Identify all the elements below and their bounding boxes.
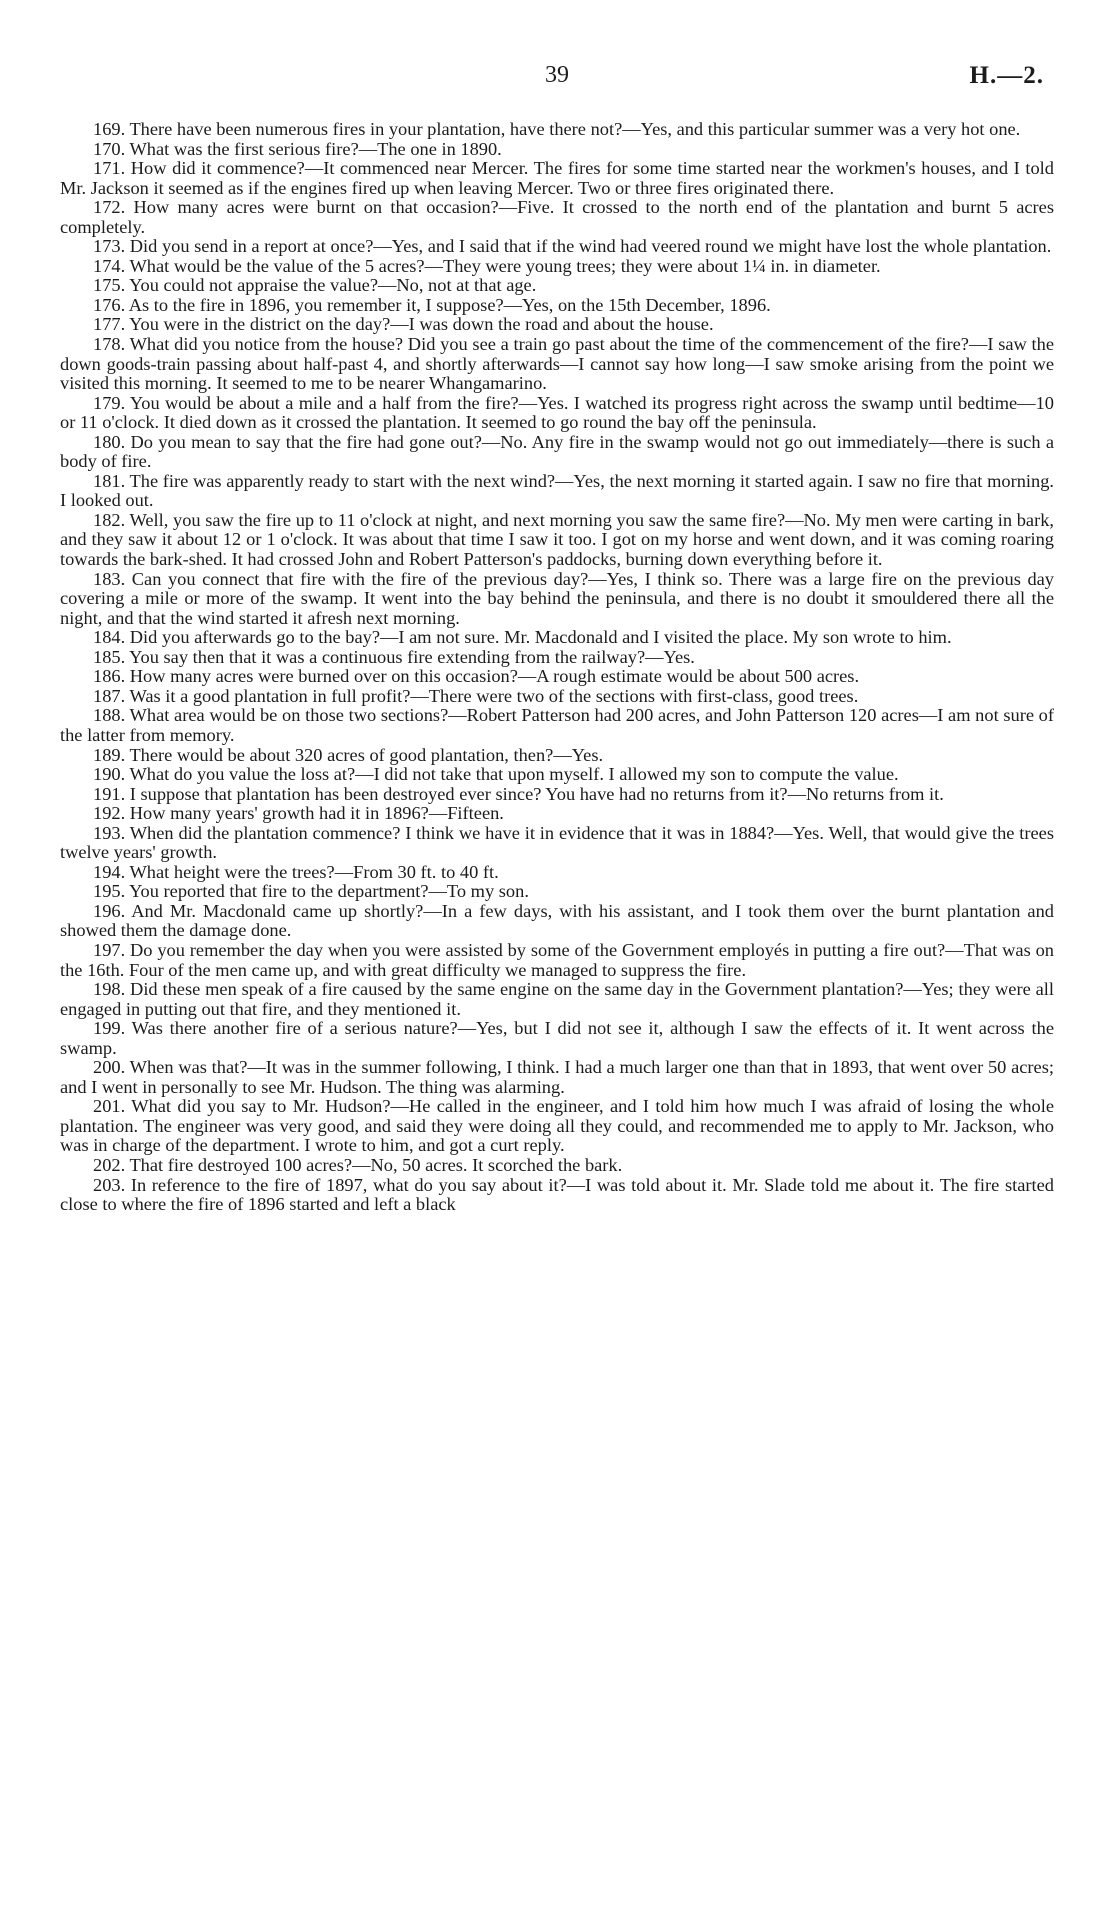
question-answer-197: 197. Do you remember the day when you were assisted by some of the Government employés in putting a fire out?—That was on the 16th. Four of the men came up, and with great difficulty we managed to suppress the fire. (60, 939, 1054, 980)
question-answer-178: 178. What did you notice from the house? Did you see a train go past about the time of the commencement of the fire?—I saw the down goods-train passing about half-past 4, and shortly afterwards—I cannot say how long—I saw smoke arising from the point we visited this morning. It seemed to me to be nearer Whangamarino. (60, 334, 1054, 394)
question-answer-199: 199. Was there another fire of a serious nature?—Yes, but I did not see it, although I saw the effects of it. It went across the swamp. (60, 1018, 1054, 1058)
question-answer-171: 171. How did it commence?—It commenced near Mercer. The fires for some time started near the workmen's houses, and I told Mr. Jackson it seemed as if the engines fired up when leaving Mercer. Two or three fires originated there. (60, 158, 1054, 198)
question-answer-196: 196. And Mr. Macdonald came up shortly?—In a few days, with his assistant, and I took them over the burnt plantation and showed them the damage done. (60, 900, 1054, 941)
question-answer-180: 180. Do you mean to say that the fire had gone out?—No. Any fire in the swamp would not go out immediately—there is such a body of fire. (60, 431, 1054, 472)
question-answer-175: 175. You could not appraise the value?—No, not at that age. (93, 275, 537, 296)
question-answer-195: 195. You reported that fire to the department?—To my son. (93, 881, 529, 902)
question-answer-189: 189. There would be about 320 acres of good plantation, then?—Yes. (93, 744, 604, 765)
question-answer-173: 173. Did you send in a report at once?—Yes, and I said that if the wind had veered round we might have lost the whole plantation. (93, 236, 1052, 257)
question-answer-184: 184. Did you afterwards go to the bay?—I am not sure. Mr. Macdonald and I visited the place. My son wrote to him. (93, 627, 952, 648)
question-answer-170: 170. What was the first serious fire?—The one in 1890. (93, 138, 502, 159)
question-answer-202: 202. That fire destroyed 100 acres?—No, 50 acres. It scorched the bark. (93, 1154, 623, 1175)
question-answer-191: 191. I suppose that plantation has been destroyed ever since? You have had no returns from it?—No returns from it. (93, 783, 944, 804)
question-answer-200: 200. When was that?—It was in the summer following, I think. I had a much larger one than that in 1893, that went over 50 acres; and I went in personally to see Mr. Hudson. The thing was alarming. (60, 1057, 1054, 1097)
question-answer-185: 185. You say then that it was a continuous fire extending from the railway?—Yes. (93, 646, 695, 667)
question-answer-203: 203. In reference to the fire of 1897, what do you say about it?—I was told about it. Mr. Slade told me about it. The fire started close to where the fire of 1896 started and left a black (60, 1174, 1054, 1215)
question-answer-186: 186. How many acres were burned over on this occasion?—A rough estimate would be about 500 acres. (93, 666, 860, 687)
question-answer-194: 194. What height were the trees?—From 30 ft. to 40 ft. (93, 861, 499, 882)
question-answer-169: 169. There have been numerous fires in your plantation, have there not?—Yes, and this particular summer was a very hot one. (93, 119, 1021, 139)
page-header (60, 62, 1054, 120)
question-answer-182: 182. Well, you saw the fire up to 11 o'clock at night, and next morning you saw the same fire?—No. My men were carting in bark, and they saw it about 12 or 1 o'clock. It was about that time I saw it too. I got on my horse and went down, and it was coming roaring towards the bark-shed. It had crossed John and Robert Patterson's paddocks, burning down everything before it. (60, 509, 1054, 570)
page-number: 39 (545, 62, 569, 88)
question-answer-181: 181. The fire was apparently ready to start with the next wind?—Yes, the next morning it started again. I saw no fire that morning. I looked out. (60, 470, 1054, 511)
question-answer-177: 177. You were in the district on the day?—I was down the road and about the house. (93, 314, 714, 335)
question-answer-201: 201. What did you say to Mr. Hudson?—He called in the engineer, and I told him how much I was afraid of losing the whole plantation. The engineer was very good, and said they were doing all they could, and recommended me to apply to Mr. Jackson, who was in charge of the department. I wrote to him, and got a curt reply. (60, 1096, 1054, 1156)
question-answer-198: 198. Did these men speak of a fire caused by the same engine on the same day in the Government plantation?—Yes; they were all engaged in putting out that fire, and they mentioned it. (60, 979, 1054, 1019)
question-answer-190: 190. What do you value the loss at?—I did not take that upon myself. I allowed my son to compute the value. (93, 764, 899, 785)
question-answer-176: 176. As to the fire in 1896, you remember it, I suppose?—Yes, on the 15th December, 1896. (93, 294, 771, 315)
question-answer-179: 179. You would be about a mile and a half from the fire?—Yes. I watched its progress right across the swamp until bedtime—10 or 11 o'clock. It died down as it crossed the plantation. It seemed to go round the bay off the peninsula. (60, 392, 1054, 433)
question-answer-188: 188. What area would be on those two sections?—Robert Patterson had 200 acres, and John Patterson 120 acres—I am not sure of the latter from memory. (60, 705, 1054, 745)
question-answer-174: 174. What would be the value of the 5 acres?—They were young trees; they were about 1¼ in. in diameter. (93, 255, 881, 276)
question-answer-183: 183. Can you connect that fire with the fire of the previous day?—Yes, I think so. There was a large fire on the previous day covering a mile or more of the swamp. It went into the bay behind the peninsula, and there is no doubt it smouldered there all the night, and that the wind started it afresh next morning. (60, 568, 1054, 628)
question-answer-187: 187. Was it a good plantation in full profit?—There were two of the sections with first-class, good trees. (93, 685, 859, 706)
question-answer-172: 172. How many acres were burnt on that occasion?—Five. It crossed to the north end of the plantation and burnt 5 acres completely. (60, 197, 1054, 237)
document-reference: H.—2. (969, 62, 1044, 89)
question-answer-192: 192. How many years' growth had it in 1896?—Fifteen. (93, 803, 504, 824)
question-answer-193: 193. When did the plantation commence? I think we have it in evidence that it was in 1884?—Yes. Well, that would give the trees twelve years' growth. (60, 822, 1054, 863)
document-body (60, 120, 1054, 1215)
